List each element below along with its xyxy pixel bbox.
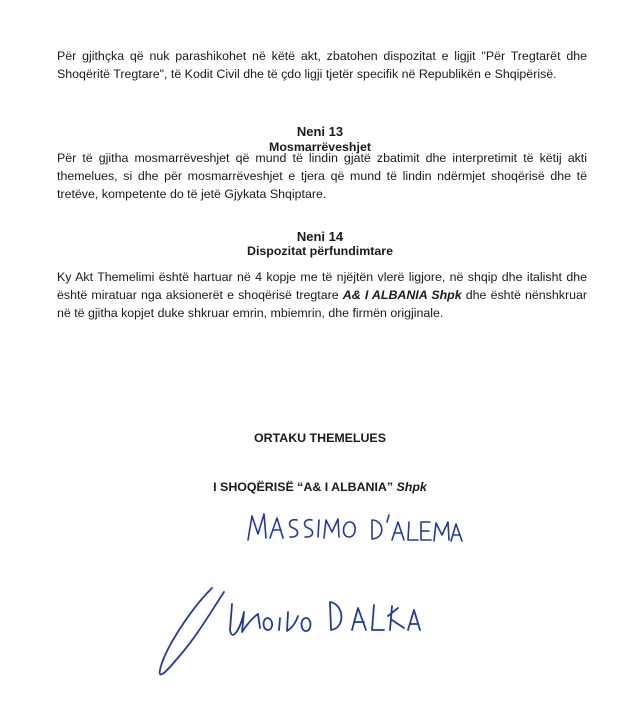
signature-block-title: ORTAKU THEMELUES (254, 431, 386, 445)
article-13-number: Neni 13 (296, 124, 344, 139)
handwritten-signature (0, 500, 640, 713)
handwritten-name-strokes (248, 514, 462, 541)
article-14-text-before: Ky Akt Themelimi është hartuar në 4 kopje me të njëjtën vlerë ligjore, në shqip dhe italisht dhe është miratuar nga aksionerët e shoqërisë tregtare (57, 270, 587, 302)
signature-flourish-strokes (160, 588, 420, 675)
company-name-emphasis: A& I ALBANIA Shpk (342, 288, 462, 302)
company-prefix: I SHOQËRISË “A& I ALBANIA” (213, 480, 397, 494)
intro-paragraph: Për gjithçka që nuk parashikohet në këtë akt, zbatohen dispozitat e ligjit "Për Tregtarët dhe Shoqëritë Tregtare", të Kodit Civil dhe të çdo ligji tjetër specifik në Republikën e Shqipërisë. (57, 49, 587, 81)
article-13-title: Mosmarrëveshjet (269, 140, 371, 154)
company-suffix: Shpk (396, 480, 427, 494)
article-14-text-after: dhe është nënshkruar në të gjitha kopjet duke shkruar emrin, mbiemrin, dhe firmën origjinale. (57, 288, 587, 320)
article-13-paragraph: Për të gjitha mosmarrëveshjet që mund të lindin gjatë zbatimit dhe interpretimit të këtij akti themelues, si dhe për mosmarrëveshjet e tjera që mund të lindin ndërmjet shoqërisë dhe të tretëve, kompetente do të jetë Gjykata Shqiptare. (57, 151, 587, 201)
signature-block-company (0, 479, 640, 495)
article-14-paragraph (57, 268, 587, 322)
article-14-title: Dispozitat përfundimtare (247, 244, 393, 258)
article-14-number: Neni 14 (296, 229, 344, 244)
